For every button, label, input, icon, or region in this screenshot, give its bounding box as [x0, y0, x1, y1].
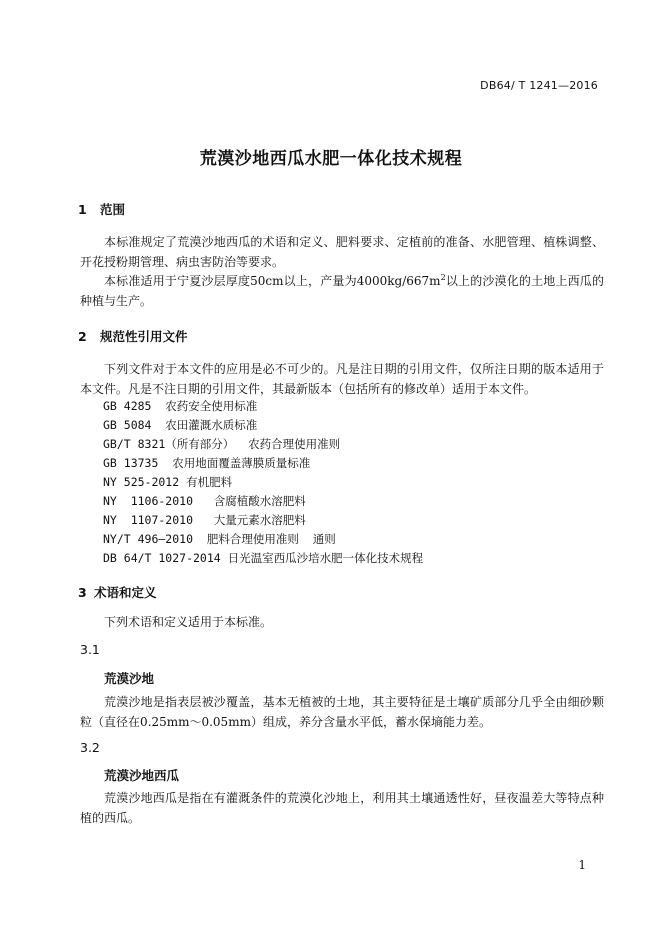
section-title: 规范性引用文件 [100, 329, 188, 344]
section-number: 2 [78, 329, 87, 344]
section-title: 术语和定义 [94, 585, 157, 600]
term-title: 荒漠沙地西瓜 [104, 768, 180, 783]
reference-item: NY/T 496—2010 肥料合理使用准则 通则 [103, 532, 336, 546]
term-definition: 荒漠沙地西瓜是指在有灌溉条件的荒漠化沙地上，利用其土壤通透性好，昼夜温差大等特点种植的西瓜。 [80, 791, 604, 825]
section-number: 3 [78, 585, 87, 600]
reference-item: NY 1106-2010 含腐植酸水溶肥料 [103, 494, 306, 508]
term-title: 荒漠沙地 [104, 671, 155, 686]
reference-item: GB 5084 农田灌溉水质标准 [103, 418, 258, 432]
reference-item: DB 64/T 1027-2014 日光温室西瓜沙培水肥一体化技术规程 [103, 551, 424, 565]
clause-number: 3.2 [80, 740, 100, 755]
term-definition: 荒漠沙地是指表层被沙覆盖，基本无植被的土地，其主要特征是土壤矿质部分几乎全由细砂颗粒（直径在0.25mm～0.05mm）组成，养分含量水平低，蓄水保墒能力差。 [80, 695, 604, 729]
reference-item: GB 13735 农用地面覆盖薄膜质量标准 [103, 456, 311, 470]
reference-item: NY 525-2012 有机肥料 [103, 475, 233, 489]
document-title: 荒漠沙地西瓜水肥一体化技术规程 [199, 149, 463, 169]
reference-item: NY 1107-2010 大量元素水溶肥料 [103, 513, 306, 527]
section-title: 范围 [100, 202, 126, 217]
clause-number: 3.1 [80, 642, 100, 657]
section-3-heading [78, 583, 157, 601]
section-2-heading [78, 327, 188, 345]
standard-code: DB64/ T 1241—2016 [480, 79, 598, 92]
terms-intro: 下列术语和定义适用于本标准。 [104, 615, 273, 629]
reference-item: GB/T 8321（所有部分） 农药合理使用准则 [103, 437, 341, 451]
reference-item: GB 4285 农药安全使用标准 [103, 399, 258, 413]
references-intro: 下列文件对于本文件的应用是必不可少的。凡是注日期的引用文件，仅所注日期的版本适用于本文件。凡是不注日期的引用文件，其最新版本（包括所有的修改单）适用于本文件。 [80, 362, 604, 396]
section-1-heading [78, 200, 125, 218]
section-number: 1 [78, 202, 87, 217]
page-number: 1 [578, 858, 586, 872]
scope-paragraph-2: 本标准适用于宁夏沙层厚度50cm以上，产量为$4000kg/667m^2$以上的沙漠化的土地上西瓜的种植与生产。 [80, 273, 604, 308]
scope-paragraph-1: 本标准规定了荒漠沙地西瓜的术语和定义、肥料要求、定植前的准备、水肥管理、植株调整、开花授粉期管理、病虫害防治等要求。 [80, 235, 604, 269]
